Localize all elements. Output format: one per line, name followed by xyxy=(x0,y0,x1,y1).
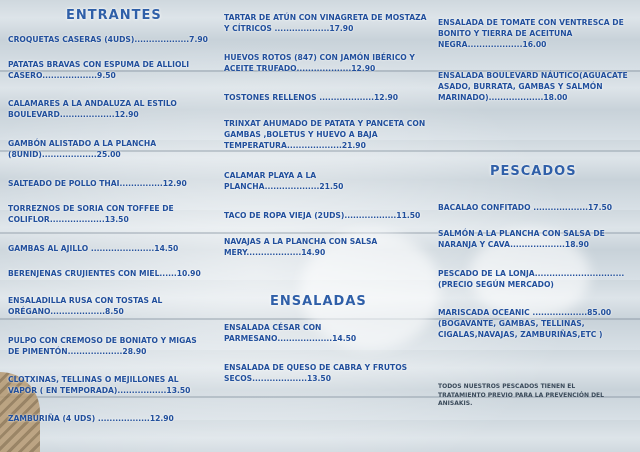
menu-item: GAMBAS AL AJILLO ......................14.50 xyxy=(8,244,179,253)
menu-item: TACO DE ROPA VIEJA (2UDS)..................11.50 xyxy=(224,211,421,220)
menu-item: CALAMAR PLAYA A LA PLANCHA...................21.50 xyxy=(224,171,344,191)
menu-item: ENSALADILLA RUSA CON TOSTAS AL ORÉGANO...................8.50 xyxy=(8,296,163,316)
menu-item: ENSALADA DE TOMATE CON VENTRESCA DE BONITO Y TIERRA DE ACEITUNA NEGRA...................16.00 xyxy=(438,18,624,49)
menu-item: ENSALADA CÉSAR CON PARMESANO...................14.50 xyxy=(224,323,357,343)
pescados-heading: PESCADOS xyxy=(490,164,577,179)
menu-item: HUEVOS ROTOS (847) CON JAMÓN IBÉRICO Y ACEITE TRUFADO...................12.90 xyxy=(224,53,415,73)
menu-item: SALTEADO DE POLLO THAI...............12.90 xyxy=(8,179,187,188)
ensaladas-heading: ENSALADAS xyxy=(270,294,367,309)
menu-item: SALMÓN A LA PLANCHA CON SALSA DE NARANJA Y CAVA...................18.90 xyxy=(438,229,605,249)
menu-item: CALAMARES A LA ANDALUZA AL ESTILO BOULEVARD...................12.90 xyxy=(8,99,177,119)
menu-item: ENSALADA DE QUESO DE CABRA Y FRUTOS SECOS...................13.50 xyxy=(224,363,408,383)
menu-item: TORREZNOS DE SORIA CON TOFFEE DE COLIFLOR...................13.50 xyxy=(8,204,174,224)
menu-item: TOSTONES RELLENOS ...................12.90 xyxy=(224,93,399,102)
menu-item: TRINXAT AHUMADO DE PATATA Y PANCETA CON GAMBAS ,BOLETUS Y HUEVO A BAJA TEMPERATURA...................21.90 xyxy=(224,119,426,150)
menu-item: BERENJENAS CRUJIENTES CON MIEL......10.90 xyxy=(8,269,201,278)
menu-item: ENSALADA BOULEVARD NÁUTICO(AGUACATE ASADO, BURRATA, GAMBAS Y SALMÓN MARINADO)...................18.00 xyxy=(438,71,628,102)
entrantes-heading: ENTRANTES xyxy=(66,8,162,23)
menu-item: GAMBÓN ALISTADO A LA PLANCHA (8UNID)...................25.00 xyxy=(8,139,157,159)
menu-item: PESCADO DE LA LONJA............................... (PRECIO SEGÚN MERCADO) xyxy=(438,269,625,289)
menu-item: BACALAO CONFITADO ...................17.50 xyxy=(438,203,613,212)
menu-item: CLOTXINAS, TELLINAS O MEJILLONES AL VAPOR ( EN TEMPORADA).................13.50 xyxy=(8,375,191,395)
menu-item: PATATAS BRAVAS CON ESPUMA DE ALLIOLI CASERO...................9.50 xyxy=(8,60,190,80)
menu-item: CROQUETAS CASERAS (4UDS)...................7.90 xyxy=(8,35,208,44)
menu-item: NAVAJAS A LA PLANCHA CON SALSA MERY...................14.90 xyxy=(224,237,378,257)
menu-item: ZAMBURIÑA (4 UDS) ..................12.90 xyxy=(8,414,174,423)
menu-item: PULPO CON CREMOSO DE BONIATO Y MIGAS DE PIMENTÓN...................28.90 xyxy=(8,336,197,356)
anisakis-note: TODOS NUESTROS PESCADOS TIENEN EL TRATAMIENTO PREVIO PARA LA PREVENCIÓN DEL ANISAKIS. xyxy=(438,383,604,407)
menu-item: TARTAR DE ATÚN CON VINAGRETA DE MOSTAZA Y CÍTRICOS ...................17.90 xyxy=(224,13,427,33)
menu-item: MARISCADA OCEANIC ...................85.00 (BOGAVANTE, GAMBAS, TELLINAS, CIGALAS,NAVAJAS, ZAMBURIÑAS,ETC ) xyxy=(438,308,612,339)
